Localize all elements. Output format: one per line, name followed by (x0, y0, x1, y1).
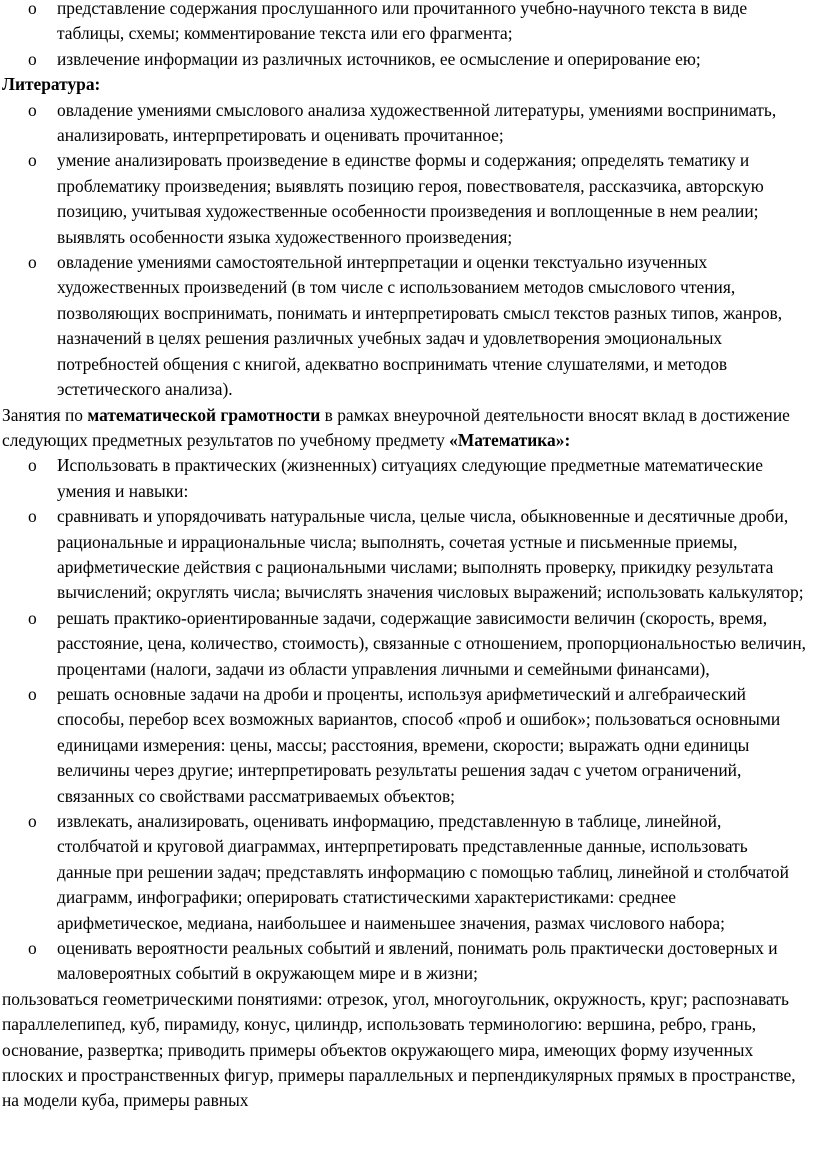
bullet-marker: o (28, 99, 37, 120)
bullet-marker: o (28, 938, 37, 959)
bullet-marker: o (28, 811, 37, 831)
geometry-paragraph: пользоваться геометрическими понятиями: отрезок, угол, многоугольник, окружность, круг; распознавать параллелепипед, куб, пирамиду, конус, цилиндр, использовать терминологию: вершина, ребро, грань, основание, развертка; приводить примеры объектов окружающего мира, имеющих форму изученных плоских и пространственных фигур, примеры параллельных и перпендикулярных прямых в пространстве, на модели куба, примеры равных (2, 988, 796, 1111)
math-literacy-term: математической грамотности (87, 404, 321, 425)
math-intro-text: в рамках внеурочной деятельности вносят вклад в достижение следующих предметных результатов по учебному предмету (2, 404, 790, 450)
list-item-text: Использовать в практических (жизненных) ситуациях следующие предметные математические умения и навыки: (57, 455, 763, 501)
list-item-text: умение анализировать произведение в единстве формы и содержания; определять тематику и проблематику произведения; выявлять позицию героя, повествователя, рассказчика, авторскую позицию, учитывая художественные особенности произведения и воплощенные в нем реалии; выявлять особенности языка художественного произведения; (57, 150, 764, 247)
list-literature (2, 98, 806, 403)
list-item (2, 148, 806, 250)
list-item (2, 453, 806, 504)
list-item-text: овладение умениями смыслового анализа художественной литературы, умениями воспринимать, анализировать, интерпретировать и оценивать прочитанное; (57, 99, 777, 146)
list-item (2, 504, 806, 606)
math-intro-text: Занятия по (2, 404, 88, 425)
list-math (2, 453, 806, 987)
list-item (2, 98, 806, 149)
math-intro-paragraph (2, 403, 806, 454)
bullet-marker: o (28, 150, 37, 171)
list-item-text: представление содержания прослушанного или прочитанного учебно-научного текста в виде таблицы, схемы; комментирование текста или его фрагмента; (57, 0, 748, 44)
list-item (2, 682, 806, 809)
bullet-marker: o (28, 0, 37, 18)
bullet-marker: o (28, 683, 37, 704)
list-item-text: извлекать, анализировать, оценивать информацию, представленную в таблице, линейной, столбчатой и круговой диаграммах, интерпретировать представленные данные, использовать данные при решении задач; представлять информацию с помощью таблиц, линейной и столбчатой диаграмм, инфографики; оперировать статистическими характеристиками: среднее арифметическое, медиана, наибольшее и наименьшее значения, размах числового набора; (57, 811, 789, 933)
list-item-text: решать основные задачи на дроби и проценты, используя арифметический и алгебраический способы, перебор всех возможных вариантов, способ «проб и ошибок»; пользоваться основными единицами измерения: цены, массы; расстояния, времени, скорости; выражать одни единицы величины через другие; интерпретировать результаты решения задач с учетом ограничений, связанных со свойствами рассматриваемых объектов; (57, 683, 781, 806)
math-subject-name: «Математика»: (449, 429, 571, 450)
bullet-marker: o (28, 455, 37, 476)
literature-heading: Литература: (2, 74, 101, 95)
list-item (2, 809, 806, 936)
list-item (2, 936, 806, 987)
list-item-text: оценивать вероятности реальных событий и явлений, понимать роль практически достоверных и маловероятных событий в окружающем мире и в жизни; (57, 938, 778, 984)
list-item (2, 606, 806, 682)
list-item (2, 250, 806, 402)
list-item-text: сравнивать и упорядочивать натуральные числа, целые числа, обыкновенные и десятичные дроби, рациональные и иррациональные числа; выполнять, сочетая устные и письменные приемы, арифметические действия с рациональными числами; выполнять проверку, прикидку результата вычислений; округлять числа; вычислять значения числовых выражений; использовать калькулятор; (57, 506, 804, 603)
list-item-text: извлечение информации из различных источников, ее осмысление и оперирование ею; (57, 48, 701, 69)
list-item-text: решать практико-ориентированные задачи, содержащие зависимости величин (скорость, время, расстояние, цена, количество, стоимость), связанные с отношением, пропорциональностью величин, процентами (налоги, задачи из области управления личными и семейными финансами), (57, 607, 807, 679)
list-item (2, 0, 806, 47)
bullet-marker: o (28, 607, 37, 628)
list-item-text: овладение умениями самостоятельной интерпретации и оценки текстуально изученных художественных произведений (в том числе с использованием методов смыслового чтения, позволяющих воспринимать, понимать и интерпретировать смысл текстов разных типов, жанров, назначений в целях решения различных учебных задач и удовлетворения эмоциональных потребностей общения с книгой, адекватно воспринимать чтение слушателями, и методов эстетического анализа). (57, 252, 783, 400)
bullet-marker: o (28, 506, 37, 527)
bullet-marker: o (28, 48, 37, 69)
list-text-skills (2, 0, 806, 72)
list-item (2, 47, 806, 72)
bullet-marker: o (28, 252, 37, 273)
